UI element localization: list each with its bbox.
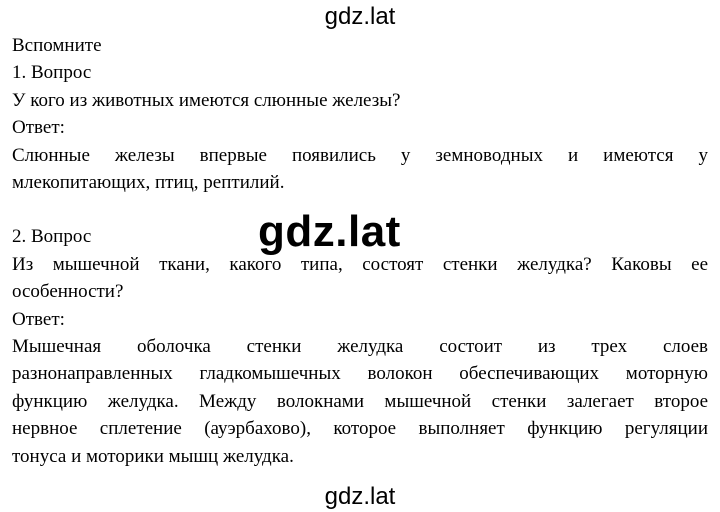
- watermark-center: gdz.lat: [258, 207, 401, 256]
- answer-2-line: Мышечная оболочка стенки желудка состоит из трех слоев: [12, 336, 708, 358]
- answer-2-line: тонуса и моторики мышц желудка.: [12, 445, 294, 467]
- question-1-text: У кого из животных имеются слюнные железы?: [12, 89, 401, 111]
- answer-2-line: разнонаправленных гладкомышечных волокон обеспечивающих моторную: [12, 363, 708, 385]
- question-2-label: 2. Вопрос: [12, 226, 92, 248]
- question-2-line: Из мышечной ткани, какого типа, состоят стенки желудка? Каковы ее: [12, 253, 708, 275]
- answer-2-label: Ответ:: [12, 308, 65, 330]
- answer-2-line: нервное сплетение (ауэрбахово), которое выполняет функцию регуляции: [12, 418, 708, 440]
- section-title: Вспомните: [12, 35, 102, 56]
- answer-2-line: функцию желудка. Между волокнами мышечной стенки залегает второе: [12, 390, 708, 412]
- answer-1-line: Слюнные железы впервые появились у земноводных и имеются у: [12, 144, 708, 166]
- answer-1-line: млекопитающих, птиц, рептилий.: [12, 172, 285, 194]
- answer-1-label: Ответ:: [12, 117, 65, 139]
- question-2-line: особенности?: [12, 281, 124, 303]
- question-1-label: 1. Вопрос: [12, 62, 92, 84]
- watermark-top: gdz.lat: [324, 3, 396, 30]
- watermark-bottom: gdz.lat: [324, 483, 396, 510]
